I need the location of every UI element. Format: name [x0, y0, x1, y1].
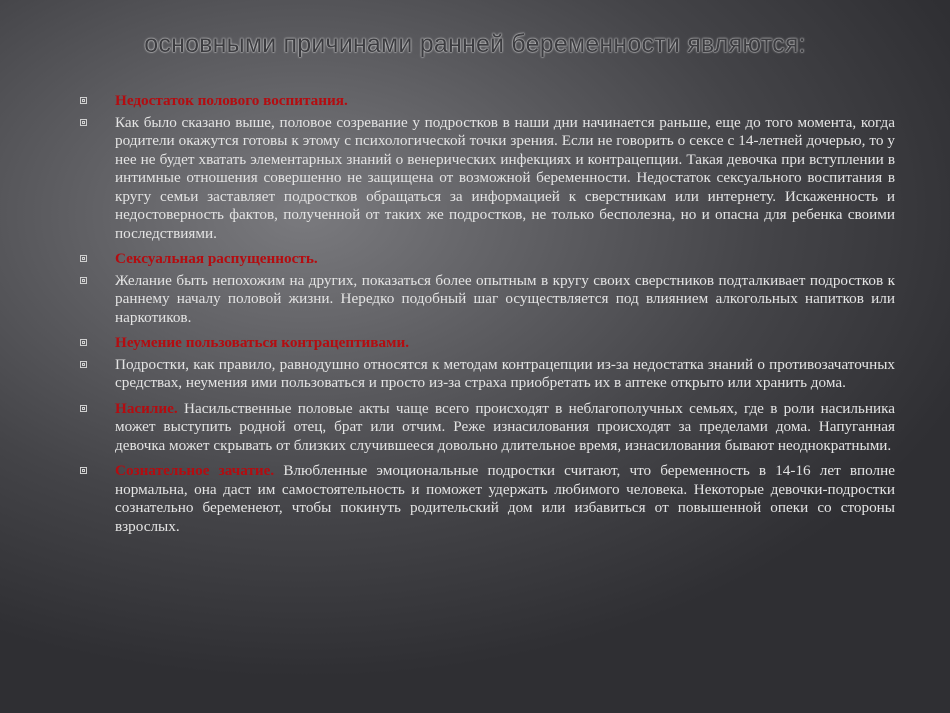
square-bullet-icon: [80, 467, 87, 474]
item-heading: Сексуальная распущенность.: [115, 250, 318, 267]
square-bullet-icon: [80, 119, 87, 126]
square-bullet-icon: [80, 405, 87, 412]
bullet-list: [80, 92, 895, 536]
square-bullet-icon: [80, 339, 87, 346]
item-heading: Неумение пользоваться контрацептивами.: [115, 334, 409, 351]
item-text: Желание быть непохожим на других, показаться более опытным в кругу своих сверстников подталкивает подростков к раннему началу половой жизни. Нередко подобный шаг осуществляется под влиянием алкогольных напитков или наркотиков.: [115, 271, 895, 326]
list-item: [80, 356, 895, 393]
item-text: Как было сказано выше, половое созревание у подростков в наши дни начинается раньше, еще до того момента, когда родители окажутся готовы к этому с психологической точки зрения. Если не говорить о сексе с 14-летней дочерью, то у нее не будет хватать элементарных знаний о венерических инфекциях и контрацепции. Такая девочка при вступлении в интимные отношения совершенно не защищена от возможной беременности. Недостаток сексуального воспитания в кругу семьи заставляет подростков обращаться за информацией к сверстникам или интернету. Искаженность и недостоверность фактов, полученной от таких же подростков, не только бесполезна, но и опасна для ребенка своими последствиями.: [115, 113, 895, 242]
item-text: Насильственные половые акты чаще всего происходят в неблагополучных семьях, где в роли насильника может выступить родной отец, брат или отчим. Реже изнасилования происходят за пределами дома. Напуганная девочка может скрывать от близких случившееся довольно длительное время, изнасилования бывают неоднократными.: [115, 399, 895, 454]
item-text: Влюбленные эмоциональные подростки считают, что беременность в 14-16 лет вполне нормальна, она даст им самостоятельность и поможет удержать любимого человека. Некоторые девочки-подростки сознательно беременеют, чтобы покинуть родительский дом или избавиться от повышенной опеки со стороны взрослых.: [115, 462, 896, 535]
item-heading: Недостаток полового воспитания.: [115, 92, 348, 109]
square-bullet-icon: [80, 255, 87, 262]
item-heading: Насилие.: [115, 399, 178, 417]
square-bullet-icon: [80, 277, 87, 284]
square-bullet-icon: [80, 97, 87, 104]
list-item: [80, 272, 895, 328]
list-item: [80, 334, 895, 353]
list-item: [80, 92, 895, 111]
slide-title: основными причинами ранней беременности являются:: [144, 30, 806, 58]
list-item: [80, 114, 895, 244]
list-item: [80, 250, 895, 269]
list-item: [80, 400, 895, 456]
item-heading: Сознательное зачатие.: [115, 462, 275, 479]
list-item: [80, 462, 895, 536]
square-bullet-icon: [80, 361, 87, 368]
item-text: Подростки, как правило, равнодушно относятся к методам контрацепции из-за недостатка знаний о противозачаточных средствах, неумения ими пользоваться и просто из-за страха приобретать их в аптеке открыто или хранить дома.: [115, 355, 895, 391]
